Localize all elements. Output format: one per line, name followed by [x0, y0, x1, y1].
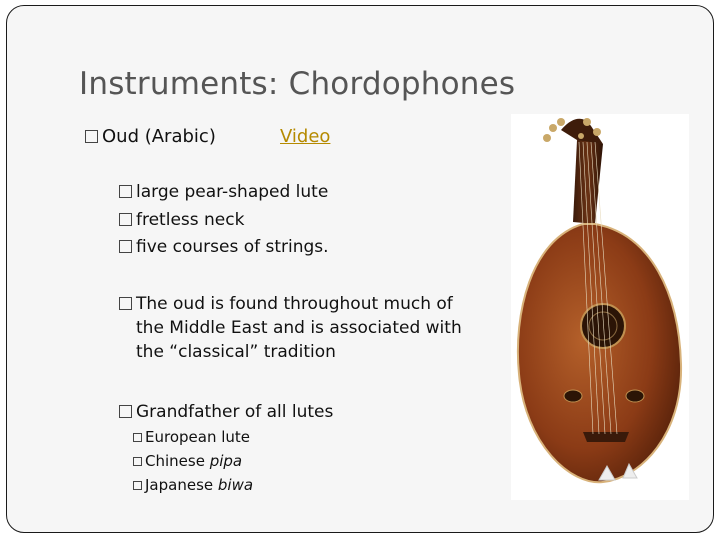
square-bullet-icon: [119, 405, 132, 418]
descendant-item: Japanese biwa: [133, 476, 253, 494]
square-bullet-icon: [85, 130, 98, 143]
square-bullet-icon: [119, 185, 132, 198]
square-bullet-icon: [119, 297, 132, 310]
video-link[interactable]: Video: [280, 126, 331, 147]
slide-title: Instruments: Chordophones: [79, 66, 516, 102]
square-bullet-icon: [119, 213, 132, 226]
description-line: the “classical” tradition: [136, 342, 336, 362]
square-bullet-icon: [133, 457, 142, 466]
description: The oud is found throughout much of: [119, 294, 453, 314]
square-bullet-icon: [133, 481, 142, 490]
slide: [6, 5, 714, 533]
oud-heading: Oud (Arabic): [102, 126, 216, 147]
feature-item: five courses of strings.: [119, 237, 329, 257]
square-bullet-icon: [133, 433, 142, 442]
bullet-oud: [85, 126, 216, 147]
description-line: the Middle East and is associated with: [136, 318, 462, 338]
feature-item: fretless neck: [119, 210, 244, 230]
descendant-item: Chinese pipa: [133, 452, 242, 470]
grandfather-item: Grandfather of all lutes: [119, 402, 333, 422]
descendant-item: European lute: [133, 428, 250, 446]
square-bullet-icon: [119, 240, 132, 253]
oud-photo: [511, 114, 689, 500]
feature-item: large pear-shaped lute: [119, 182, 328, 202]
